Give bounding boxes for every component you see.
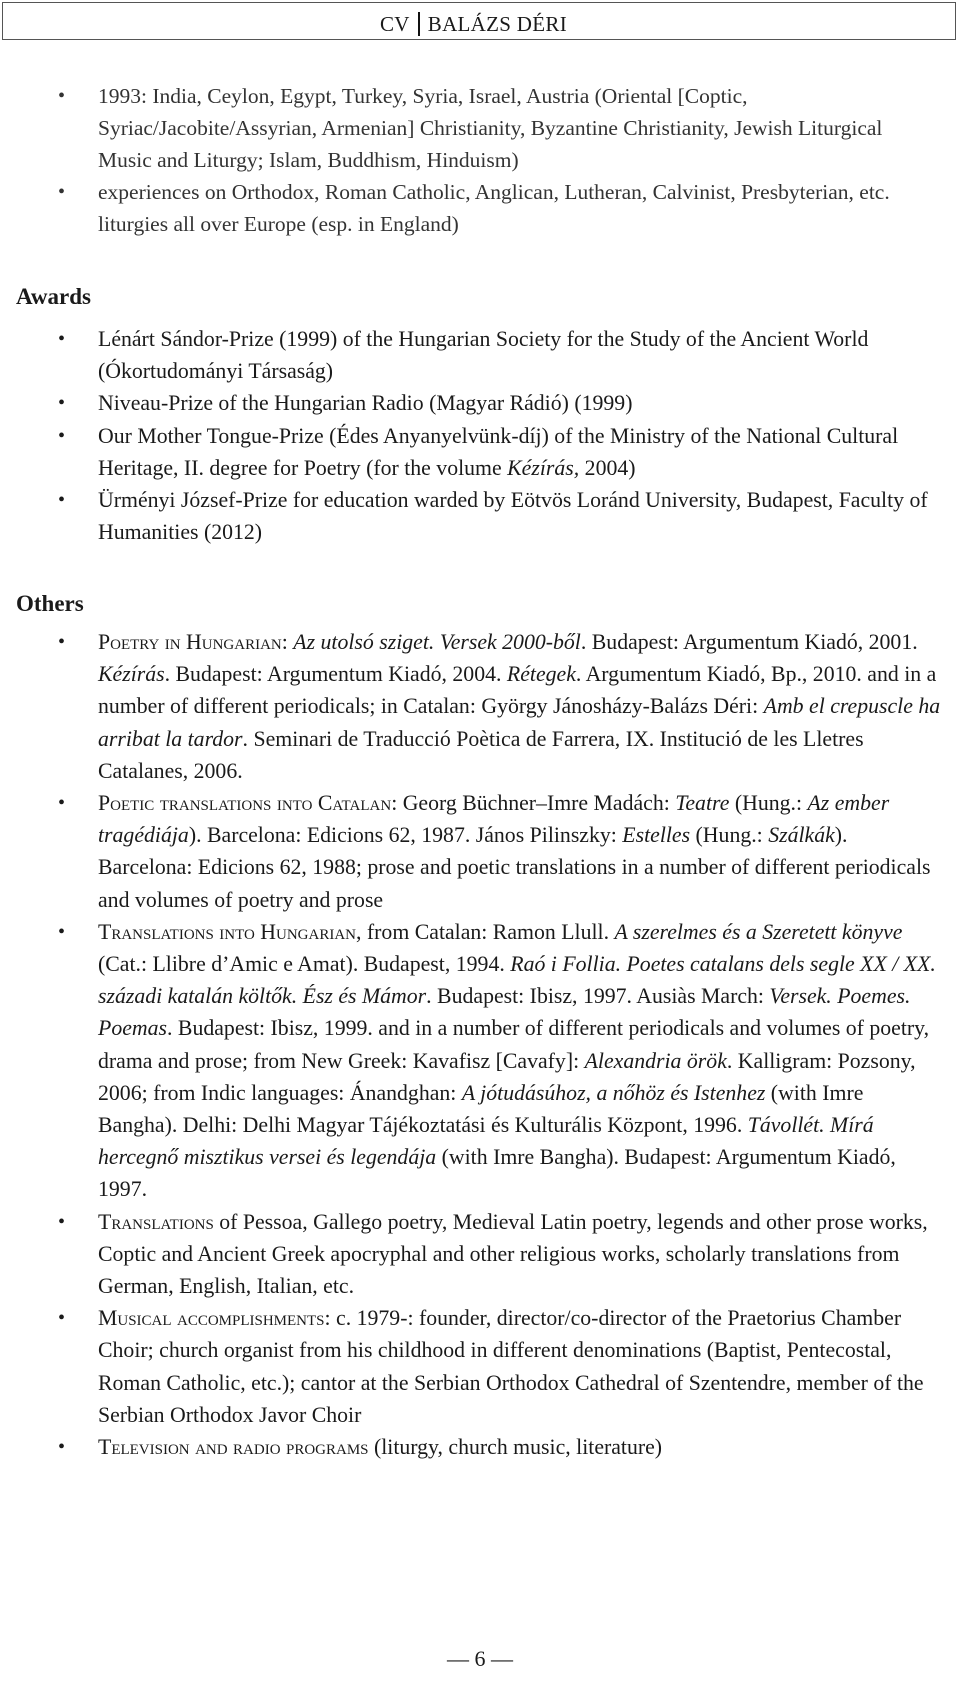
list-item: • Niveau-Prize of the Hungarian Radio (Magyar Rádió) (1999) xyxy=(58,387,943,419)
list-item: • experiences on Orthodox, Roman Catholic, Anglican, Lutheran, Calvinist, Presbyterian, etc. liturgies all over Europe (esp. in England) xyxy=(58,176,918,240)
list-item: • Poetic translations into Catalan: Georg Büchner–Imre Madách: Teatre (Hung.: Az ember tragédiája). Barcelona: Edicions 62, 1987. János Pilinszky: Estelles (Hung.: Szálkák). Barcelona: Edicions 62, 1988; prose and poetic translations in a number of different periodicals and volumes of poetry and prose xyxy=(58,787,943,916)
bullet-icon: • xyxy=(58,181,66,203)
bullet-icon: • xyxy=(58,1210,66,1233)
list-item: • Lénárt Sándor-Prize (1999) of the Hungarian Society for the Study of the Ancient World (Ókortudományi Társaság) xyxy=(58,323,943,387)
list-item: • 1993: India, Ceylon, Egypt, Turkey, Syria, Israel, Austria (Oriental [Coptic, Syriac/Jacobite/Assyrian, Armenian] Christianity, Byzantine Christianity, Jewish Liturgical Music and Liturgy; Islam, Buddhism, Hinduism) xyxy=(58,80,918,176)
bullet-icon: • xyxy=(58,1436,66,1459)
header-cv: CV xyxy=(380,12,410,36)
list-item: • Television and radio programs (liturgy, church music, literature) xyxy=(58,1431,943,1463)
awards-heading: Awards xyxy=(16,284,91,309)
header-separator xyxy=(418,12,420,36)
list-item: • Translations of Pessoa, Gallego poetry, Medieval Latin poetry, legends and other prose works, Coptic and Ancient Greek apocryphal and other religious works, scholarly translations from German, English, Italian, etc. xyxy=(58,1206,943,1303)
list-item: • Our Mother Tongue-Prize (Édes Anyanyelvünk-díj) of the Ministry of the National Cultural Heritage, II. degree for Poetry (for the volume Kézírás, 2004) xyxy=(58,420,943,484)
bullet-icon: • xyxy=(58,631,66,653)
others-heading: Others xyxy=(16,591,84,616)
list-item: • Translations into Hungarian, from Catalan: Ramon Llull. A szerelmes és a Szeretett könyve (Cat.: Llibre d’Amic e Amat). Budapest, 1994. Raó i Follia. Poetes catalans dels segle XX / XX. századi katalán költők. Ész és Mámor. Budapest: Ibisz, 1997. Ausiàs March: Versek. Poemes. Poemas. Budapest: Ibisz, 1999. and in a number of different periodicals and volumes of poetry, drama and prose; from New Greek: Kavafisz [Cavafy]: Alexandria örök. Kalligram: Pozsony, 2006; from Indic languages: Ánandghan: A jótudásúhoz, a nőhöz és Istenhez (with Imre Bangha). Delhi: Delhi Magyar Tájékoztatási és Kulturális Központ, 1996. Távollét. Mírá hercegnő misztikus versei és legendája (with Imre Bangha). Budapest: Argumentum Kiadó, 1997. xyxy=(58,916,943,1206)
header-text xyxy=(380,12,567,37)
bullet-icon: • xyxy=(58,1307,66,1330)
list-item: • Ürményi József-Prize for education warded by Eötvös Loránd University, Budapest, Faculty of Humanities (2012) xyxy=(58,484,943,548)
bullet-icon: • xyxy=(58,392,66,415)
bullet-icon: • xyxy=(58,920,66,943)
bullet-icon: • xyxy=(58,328,66,350)
bullet-icon: • xyxy=(58,85,66,107)
list-item: • Poetry in Hungarian: Az utolsó sziget. Versek 2000-ből. Budapest: Argumentum Kiadó, 2001. Kézírás. Budapest: Argumentum Kiadó, 2004. Rétegek. Argumentum Kiadó, Bp., 2010. and in a number of different periodicals; in Catalan: György Jánosházy-Balázs Déri: Amb el crepuscle ha arribat la tardor. Seminari de Traducció Poètica de Farrera, IX. Institució de les Lletres Catalanes, 2006. xyxy=(58,626,943,787)
bullet-icon: • xyxy=(58,424,66,447)
list-item: • Musical accomplishments: c. 1979-: founder, director/co-director of the Praetorius Chamber Choir; church organist from his childhood in different denominations (Baptist, Pentecostal, Roman Catholic, etc.); cantor at the Serbian Orthodox Cathedral of Szentendre, member of the Serbian Orthodox Javor Choir xyxy=(58,1302,943,1431)
others-list xyxy=(58,626,943,1463)
header-author: BALÁZS DÉRI xyxy=(427,12,567,36)
bullet-icon: • xyxy=(58,489,66,512)
bullet-icon: • xyxy=(58,792,66,815)
page-number: — 6 — xyxy=(447,1646,513,1671)
awards-list xyxy=(58,323,943,548)
travel-list xyxy=(58,80,918,240)
running-header xyxy=(2,2,956,40)
